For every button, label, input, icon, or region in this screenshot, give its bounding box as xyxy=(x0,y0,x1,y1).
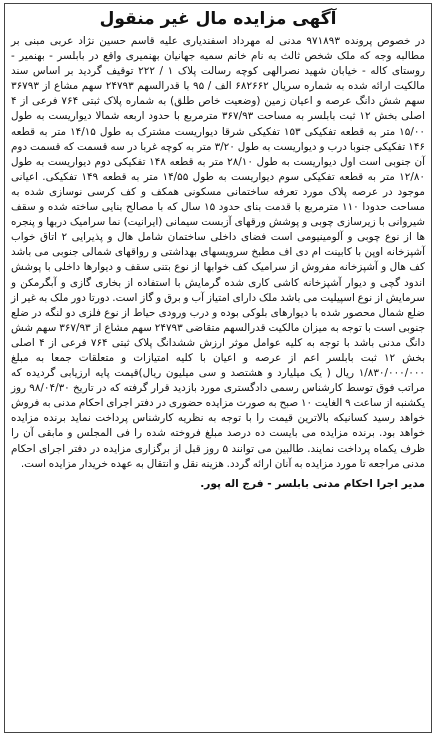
notice-signature: مدیر اجرا احکام مدنی بابلسر - فرج اله پور. xyxy=(200,477,425,490)
auction-notice xyxy=(4,3,432,733)
notice-title: آگهی مزایده مال غیر منقول xyxy=(99,9,337,29)
notice-body: در خصوص پرونده ۹۷۱۸۹۳ مدنی له مهرداد اسفندیاری علیه قاسم حسین نژاد عربی مبنی بر مطالبه وجه که ملک شخص ثالث به نام خانم سمیه جهانیان بهنمیری واقع در بابلسر - بهنمیر - روستای کاله - خیابان شهید نصرالهی کوچه رسالت پلاک ۱ / ۲۲۲ توقیف گردید بر اساس سند مالکیت ارائه شده به شماره سریال ۶۸۲۶۶۲ الف / ۹۵ با قدرالسهم ۲۴۷۹۳ سهم مشاع از ۳۶۷۹۳ سهم شش دانگ عرصه و اعیان زمین (وضعیت خاص طلق) به شماره پلاک ثبتی ۷۶۴ فرعی از ۴ اصلی بخش ۱۲ ثبت بابلسر به مساحت ۳۶۷/۹۳ مترمربع با حدود اربعه شمالا دیواریست به طول ۱۵/۰۰ متر به قطعه تفکیکی ۱۵۳ تفکیکی شرقا دیواریست مشترک به طول ۱۴/۱۵ متر به قطعه ۱۴۶ تفکیکی جنوبا درب و دیواریست به طول ۳/۲۰ متر به کوچه غربا در سه قسمت که قسمت دوم آن جنوبی است اول دیواریست به طول ۲۸/۱۰ متر به قطعه ۱۴۸ تفکیکی دوم دیواریست به طول ۱۲/۸۰ متر به قطعه تفکیکی سوم دیواریست به طول ۱۴/۵۵ متر به قطعه ۱۴۹ تفکیکی. اعیانی موجود در عرصه پلاک مورد تعرفه ساختمانی مسکونی همکف و کف کرسی نوسازی شده به مساحت حدودا ۱۱۰ مترمربع با قدمت بنای حدود ۱۵ سال که با مصالح بنایی ساخته شده و سقف شیروانی با زیرسازی چوبی و پوشش ورقهای آزبست سیمانی (ایرانیت) نما سرامیک دربها و پنجره ها از نوع چوبی و آلومینیومی است فضای داخلی ساختمان شامل هال و پذیرایی ۲ اتاق خواب آشپزخانه اوپن با کابینت ام دی اف مطبخ سرویسهای بهداشتی و رواقهای شمالی جنوبی می باشد کف هال و آشپزخانه مفروش از سرامیک کف خوابها از نوع بتنی سقف و دیوارها داخلی با پوشش اندود گچی و دیوار آشپزخانه کاشی کاری شده گرمایش با استفاده از بخاری گازی و آبگرمکن و سرمایش از نوع اسپیلیت می باشد ملک دارای امتیاز آب و برق و گاز است. دورتا دور ملک به غیر از ضلع شمال محصور شده با دیوارهای بلوکی بوده و درب ورودی حیاط از نوع فلزی دو لنگه در ضلع جنوبی است با توجه به میزان مالکیت قدرالسهم متقاضی ۲۴۷۹۳ سهم مشاع از ۳۶۷/۹۳ سهم شش دانگ مدنی باشد با توجه به کلیه عوامل موثر ارزش ششدانگ پلاک ثبتی ۷۶۴ فرعی از ۴ اصلی بخش ۱۲ ثبت بابلسر اعم از عرصه و اعیان با کلیه امتیازات و متعلقات جمعا به مبلغ ۱/۸۳۰/۰۰۰/۰۰۰ ریال ( یک میلیارد و هشتصد و سی میلیون ریال)قیمت پایه ارزیابی گردیده که مراتب فوق توسط کارشناس رسمی دادگستری مورد بازدید قرار گرفته که در تاریخ ۹۸/۰۴/۳۰ روز یکشنبه از ساعت ۹ الغایت ۱۰ صبح به صورت مزایده حضوری در دفتر اجرای احکام مدنی به فروش خواهد رسید کسانیکه بالاترین قیمت را با توجه به نظریه کارشناس پرداخت نماید برنده مزایده خواهد بود. برنده مزایده می بایست ده درصد مبلغ فروخته شده را فی المجلس و مابقی آن را ظرف یکماه پرداخت نمایند. طالبین می توانند ۵ روز قبل از برگزاری مزایده در دفتر اجرای احکام مدنی مراجعه تا مورد مزایده به آنان ارائه گردد. هزینه نقل و انتقال به عهده خریدار مزایده است. xyxy=(11,35,426,470)
